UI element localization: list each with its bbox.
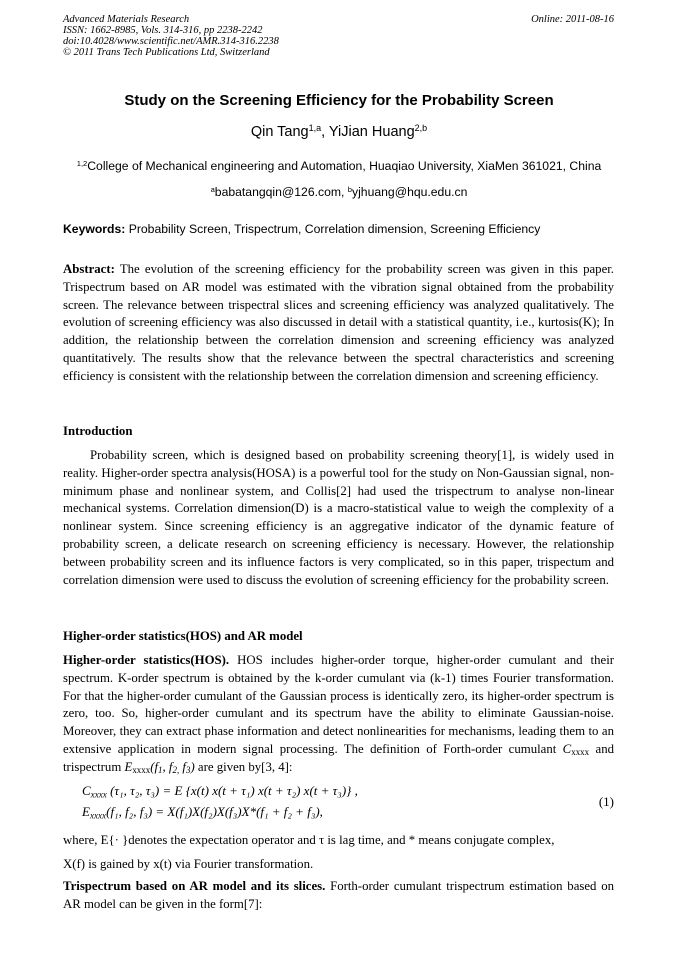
author-superscript: 2,b: [414, 123, 428, 134]
author-name: Qin Tang: [250, 124, 309, 140]
hos-end-text: are given by[3, 4]:: [194, 759, 293, 774]
section-heading-introduction: Introduction: [63, 424, 133, 438]
keywords-label: Keywords:: [63, 222, 126, 236]
email-address[interactable]: babatangqin@126.com: [214, 185, 342, 199]
paper-title: Study on the Screening Efficiency for the Probability Screen: [124, 92, 554, 109]
abstract-label: Abstract:: [63, 262, 115, 276]
hos-label: Higher-order statistics(HOS).: [63, 653, 230, 667]
email-address[interactable]: yjhuang@hqu.edu.cn: [352, 185, 468, 199]
email-superscript: a: [210, 184, 215, 194]
email-superscript: b: [347, 184, 352, 194]
keywords-text: Probability Screen, Trispectrum, Correlation dimension, Screening Efficiency: [125, 222, 541, 236]
section-heading-hos: Higher-order statistics(HOS) and AR model: [63, 629, 303, 643]
where-text: where, E{· }denotes the expectation operator and τ is lag time, and * means conjugate complex,: [63, 833, 555, 847]
journal-issn: ISSN: 1662-8985, Vols. 314-316, pp 2238-2242: [63, 25, 263, 36]
author-superscript: 1,a: [308, 123, 322, 134]
hos-mid-text: and trispectrum: [63, 741, 614, 774]
cumulant-symbol: C: [562, 741, 572, 756]
trispectrum-subscript: xxxx: [132, 765, 151, 776]
keywords: [63, 222, 540, 236]
email-list: [0, 185, 678, 199]
journal-doi: doi:10.4028/www.scientific.net/AMR.314-316.2238: [63, 36, 279, 47]
author-separator: ,: [321, 124, 329, 140]
trispectrum-text: Forth-order cumulant trispectrum estimation based on AR model can be given in the form[7]:: [63, 879, 614, 911]
hos-text: HOS includes higher-order torque, higher-order cumulant and their spectrum. K-order spectrum is obtained by the k-order cumulant via (k-1) times Fourier transformation. For that the higher-order cumulant of the Gaussian process is identically zero, its higher-order spectrum is zero, too. So, higher-order cumulant and its spectrum have the ability to eliminate Gaussian-noise. Moreover, they can extract phase information and detect nonlinearities for mechanisms, leading them to an extensive application in modern signal processing. The definition of Forth-order cumulant: [63, 653, 615, 756]
journal-header: [63, 14, 279, 58]
abstract-text: The evolution of the screening efficiency for the probability screen was given in this paper. Trispectrum based on AR model was estimated with the vibration signal obtained from the probability screen. The relevance between trispectral slices and screening efficiency was analyzed qualitatively. The evolution of screening efficiency was also discussed in detail with a statistical quantity, i.e., kurtosis(K); In addition, the relationship between the correlation dimension and screening efficiency was analyzed quantitatively. The results show that the relevance between the spectral characteristics and screening efficiency is consistent with the relationship between the correlation dimension and screening efficiency.: [63, 262, 614, 383]
fourier-text: X(f) is gained by x(t) via Fourier transformation.: [63, 857, 314, 871]
equation-1-line-2: $E_{xxxx}(f_1$, f₂, f₃) = X(f₁)X(f₂)X(f₃)X*(f₁ + f₂ + f₃),: [82, 804, 323, 821]
journal-name: Advanced Materials Research: [63, 14, 190, 25]
trispectrum-paragraph: [63, 878, 614, 914]
affiliation-superscript: 1,2: [76, 158, 88, 168]
trispectrum-label: Trispectrum based on AR model and its slices.: [63, 879, 326, 893]
affiliation-text: College of Mechanical engineering and Automation, Huaqiao University, XiaMen 361021, China: [87, 159, 602, 173]
author-name: YiJian Huang: [328, 124, 415, 140]
hos-paragraph: [63, 652, 614, 777]
journal-copyright: © 2011 Trans Tech Publications Ltd, Switzerland: [63, 47, 270, 58]
affiliation: [0, 159, 678, 173]
introduction-paragraph: Probability screen, which is designed based on probability screening theory[1], is widely used in reality. Higher-order spectra analysis(HOSA) is a powerful tool for the study on Non-Gaussian signal, non-minimum phase and nonlinear system, and Collis[2] had used the trispectrum to analyse non-linear mechanical systems. Correlation dimension(D) is a macro-statistical value to weigh the complexity of a nonlinear system. Since screening efficiency is an aggregative indicator of the dynamic feature of probability screen, a delicate research on screening efficiency is necessary. However, the relationship between probability screen and its influence factors is very complicated, so in this paper, trispectum and correlation dimension were used to discuss the evolution of screening efficiency for the probability screen.: [63, 448, 614, 587]
equation-1-line-1: $C_{xxxx}$ (τ₁, τ₂, τ₃) = E {x(t) x(t + τ₁) x(t + τ₂) x(t + τ₃)} ,: [82, 783, 358, 800]
trispectrum-args: ($f_1$, $f_{2,}$ $f_3$): [150, 759, 195, 776]
email-separator: ,: [341, 185, 348, 199]
abstract: [63, 261, 614, 386]
trispectrum-symbol: E: [124, 759, 133, 774]
author-list: [0, 124, 678, 140]
cumulant-subscript: xxxx: [571, 747, 590, 758]
online-date: Online: 2011-08-16: [531, 14, 614, 25]
equation-number: (1): [598, 794, 614, 809]
